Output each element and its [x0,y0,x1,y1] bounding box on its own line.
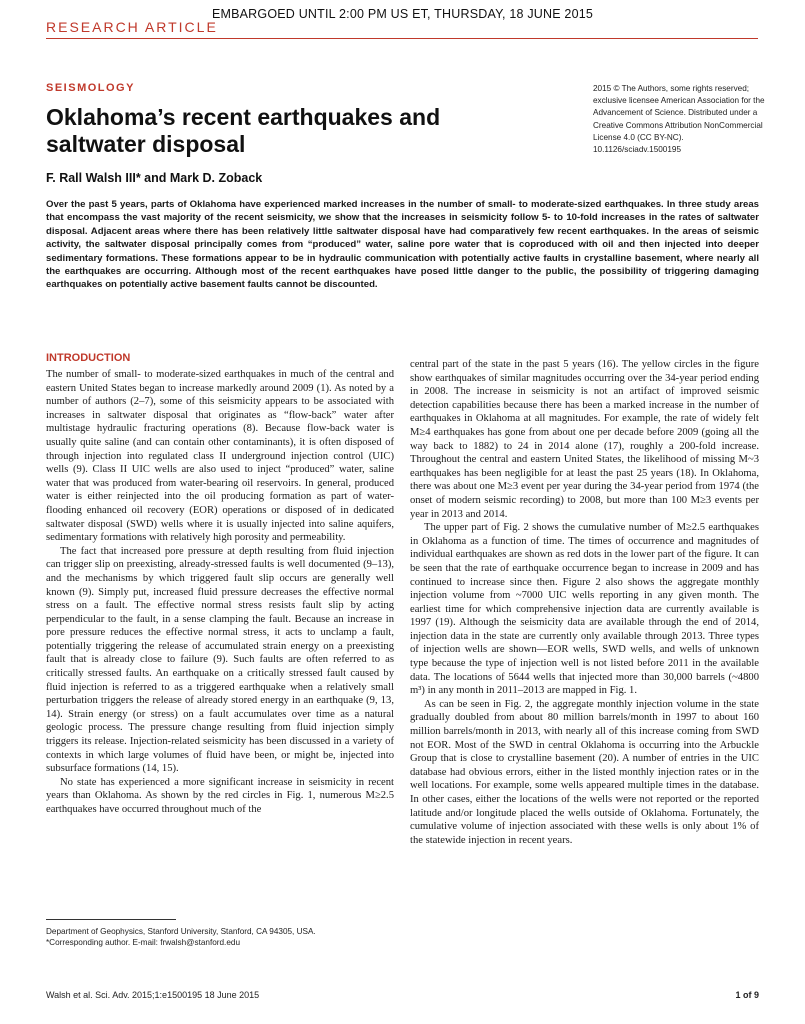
body-paragraph: The upper part of Fig. 2 shows the cumulative number of M≥2.5 earthquakes in Oklahoma as a function of time. The times of occurrence and magnitudes of individual earthquakes are shown as red dots in the lower part of the figure. It can be seen that the rate of earthquake occurrence began to increase in 2009 and has continued to increase since then. Figure 2 also shows the aggregate monthly injection volume from ~7000 UIC wells reporting in any given month. The earliest time for which comprehensive injection data are currently available is 1997 (19). Although the seismicity data are available through the end of 2014, injection data in the state are currently only available through 2013. Three types of injection wells are shown—EOR wells, SWD wells, and wells of unknown type because the type of injection well is not listed before 2011 in the available data. The locations of 5644 wells that injected more than 30,000 barrels (~4800 m³) in any month in 2011–2013 are mapped in Fig. 1. [410,522,759,697]
introduction-heading: INTRODUCTION [46,352,131,364]
body-paragraph: No state has experienced a more significant increase in seismicity in recent years than Oklahoma. As shown by the red circles in Fig. 1, numerous M≥2.5 earthquakes have occurred throughout much of the [46,776,394,815]
footnote-divider [46,919,176,920]
corresponding-author-note: *Corresponding author. E-mail: frwalsh@stanford.edu [46,938,240,948]
abstract: Over the past 5 years, parts of Oklahoma have experienced marked increases in the number of small- to moderate-sized earthquakes. In three study areas that encompass the vast majority of the recent seismicity, we show that the increases in seismicity follow 5- to 10-fold increases in the rates of saltwater disposal. Adjacent areas where there has been relatively little saltwater disposal have had comparatively few recent earthquakes. In the areas of seismic activity, the saltwater disposal principally comes from “produced” water, saline pore water that is coproduced with oil and then injected into deeper sedimentary formations. These formations appear to be in hydraulic communication with potentially active faults in crystalline basement, where nearly all the earthquakes are occurring. Although most of the recent earthquakes have posed little danger to the public, the possibility of triggering damaging earthquakes on potentially active basement faults cannot be discounted. [46,199,759,291]
footnotes [46,926,394,949]
page-number: 1 of 9 [735,990,759,1000]
body-paragraph: The number of small- to moderate-sized earthquakes in much of the central and eastern United States began to increase markedly around 2009 (1). As noted by a number of authors (2–7), some of this seismicity appears to be associated with increases in saltwater disposal that originates as “flow-back” water after multistage hydraulic fracturing operations (8). Because flow-back water is usually quite saline (and can contain other contaminants), it is often disposed of through injection into regulated class II underground injection control (UIC) wells (9). Class II UIC wells are also used to inject “produced” water, saline water that was produced from water-bearing oil reservoirs. In general, produced water is either reinjected into the oil producing formation as part of water-flooding enhanced oil recovery (EOR) operations or disposed of in dedicated saltwater disposal (SWD) wells where it is usually injected into saline aquifers, sedimentary formations with relatively high porosity and permeability. [46,369,394,544]
affiliation-note: Department of Geophysics, Stanford University, Stanford, CA 94305, USA. [46,927,316,936]
license-notice: 2015 © The Authors, some rights reserved; exclusive licensee American Association for the Advancement of Science. Distributed under a Creative Commons Attribution NonCommercial License 4.0 (CC BY-NC). 10.1126/sciadv.1500195 [593,84,765,155]
article-title: Oklahoma’s recent earthquakes and saltwater disposal [46,104,441,157]
author-list: F. Rall Walsh III* and Mark D. Zoback [46,171,263,185]
right-column [410,358,759,847]
article-type-label: RESEARCH ARTICLE [46,19,218,35]
left-column [46,368,394,817]
body-paragraph: central part of the state in the past 5 years (16). The yellow circles in the figure show earthquakes of similar magnitudes occurring over the 34-year period ending in 2008. The increase in seismicity is not an artifact of improved seismic detection capabilities because there has been a marked increase in the number of earthquakes in Oklahoma at all magnitudes. For example, the rate of widely felt M≥4 earthquakes has gone from about one per decade before 2009 (going all the way back to 1882) to 24 in 2014 alone (17), roughly a 200-fold increase. Throughout the central and eastern United States, the likelihood of missing M~3 earthquakes has been negligible for at least the past 25 years (18). In Oklahoma, there was about one M≥3 event per year during the 34-year period from 1974 (the onset of modern seismic recording) to 2008, but more than 100 M≥3 events per year in 2013 and 2014. [410,359,759,520]
citation-footer: Walsh et al. Sci. Adv. 2015;1:e1500195 18 June 2015 [46,990,260,1000]
body-paragraph: As can be seen in Fig. 2, the aggregate monthly injection volume in the state gradually doubled from about 80 million barrels/month in 1997 to about 160 million barrels/month in 2013, with nearly all of this increase coming from SWD not EOR. Most of the SWD in central Oklahoma is occurring into the Arbuckle Group that is close to crystalline basement (20). A number of entries in the UIC database had obvious errors, either in the listed monthly injection rates or in the well locations. For example, some wells appeared multiple times in the database. In other cases, either the locations of the wells were not reported or the reported latitude and/or longitude placed the wells outside of Oklahoma. Fortunately, the cumulative volume of injection associated with these wells is only about 1% of the statewide injection in recent years. [410,698,759,846]
embargo-notice: EMBARGOED UNTIL 2:00 PM US ET, THURSDAY, 18 JUNE 2015 [211,7,594,21]
body-paragraph: The fact that increased pore pressure at depth resulting from fluid injection can trigger slip on preexisting, already-stressed faults is well documented (9–13), and the mechanisms by which triggered fault slip occurs are generally well known (9). Simply put, increased fluid pressure decreases the effective normal stress on a fault. The effective normal stress resists fault slip by acting perpendicular to the fault, in a sense clamping the fault. Because an increase in pore pressure reduces the effective normal stress, it acts to unclamp a fault, potentially triggering the release of accumulated strain energy on a preexisting fault that is already close to failure (9). Such faults are often referred to as critically stressed faults. An earthquake on a critically stressed fault caused by fluid injection is referred to as a triggered earthquake when a relatively small perturbation triggers the release of already stored energy in an earthquake (9, 13, 14). Strain energy (or stress) on a fault accumulates over time as a natural geologic process. The pressure change resulting from fluid injection simply triggers its release. Injection-related seismicity has been discussed in a variety of contexts in which large volumes of fluid have been, or might be, injected into subsurface formations (14, 15). [46,545,394,775]
section-label: SEISMOLOGY [46,82,135,94]
header-divider [46,38,758,39]
